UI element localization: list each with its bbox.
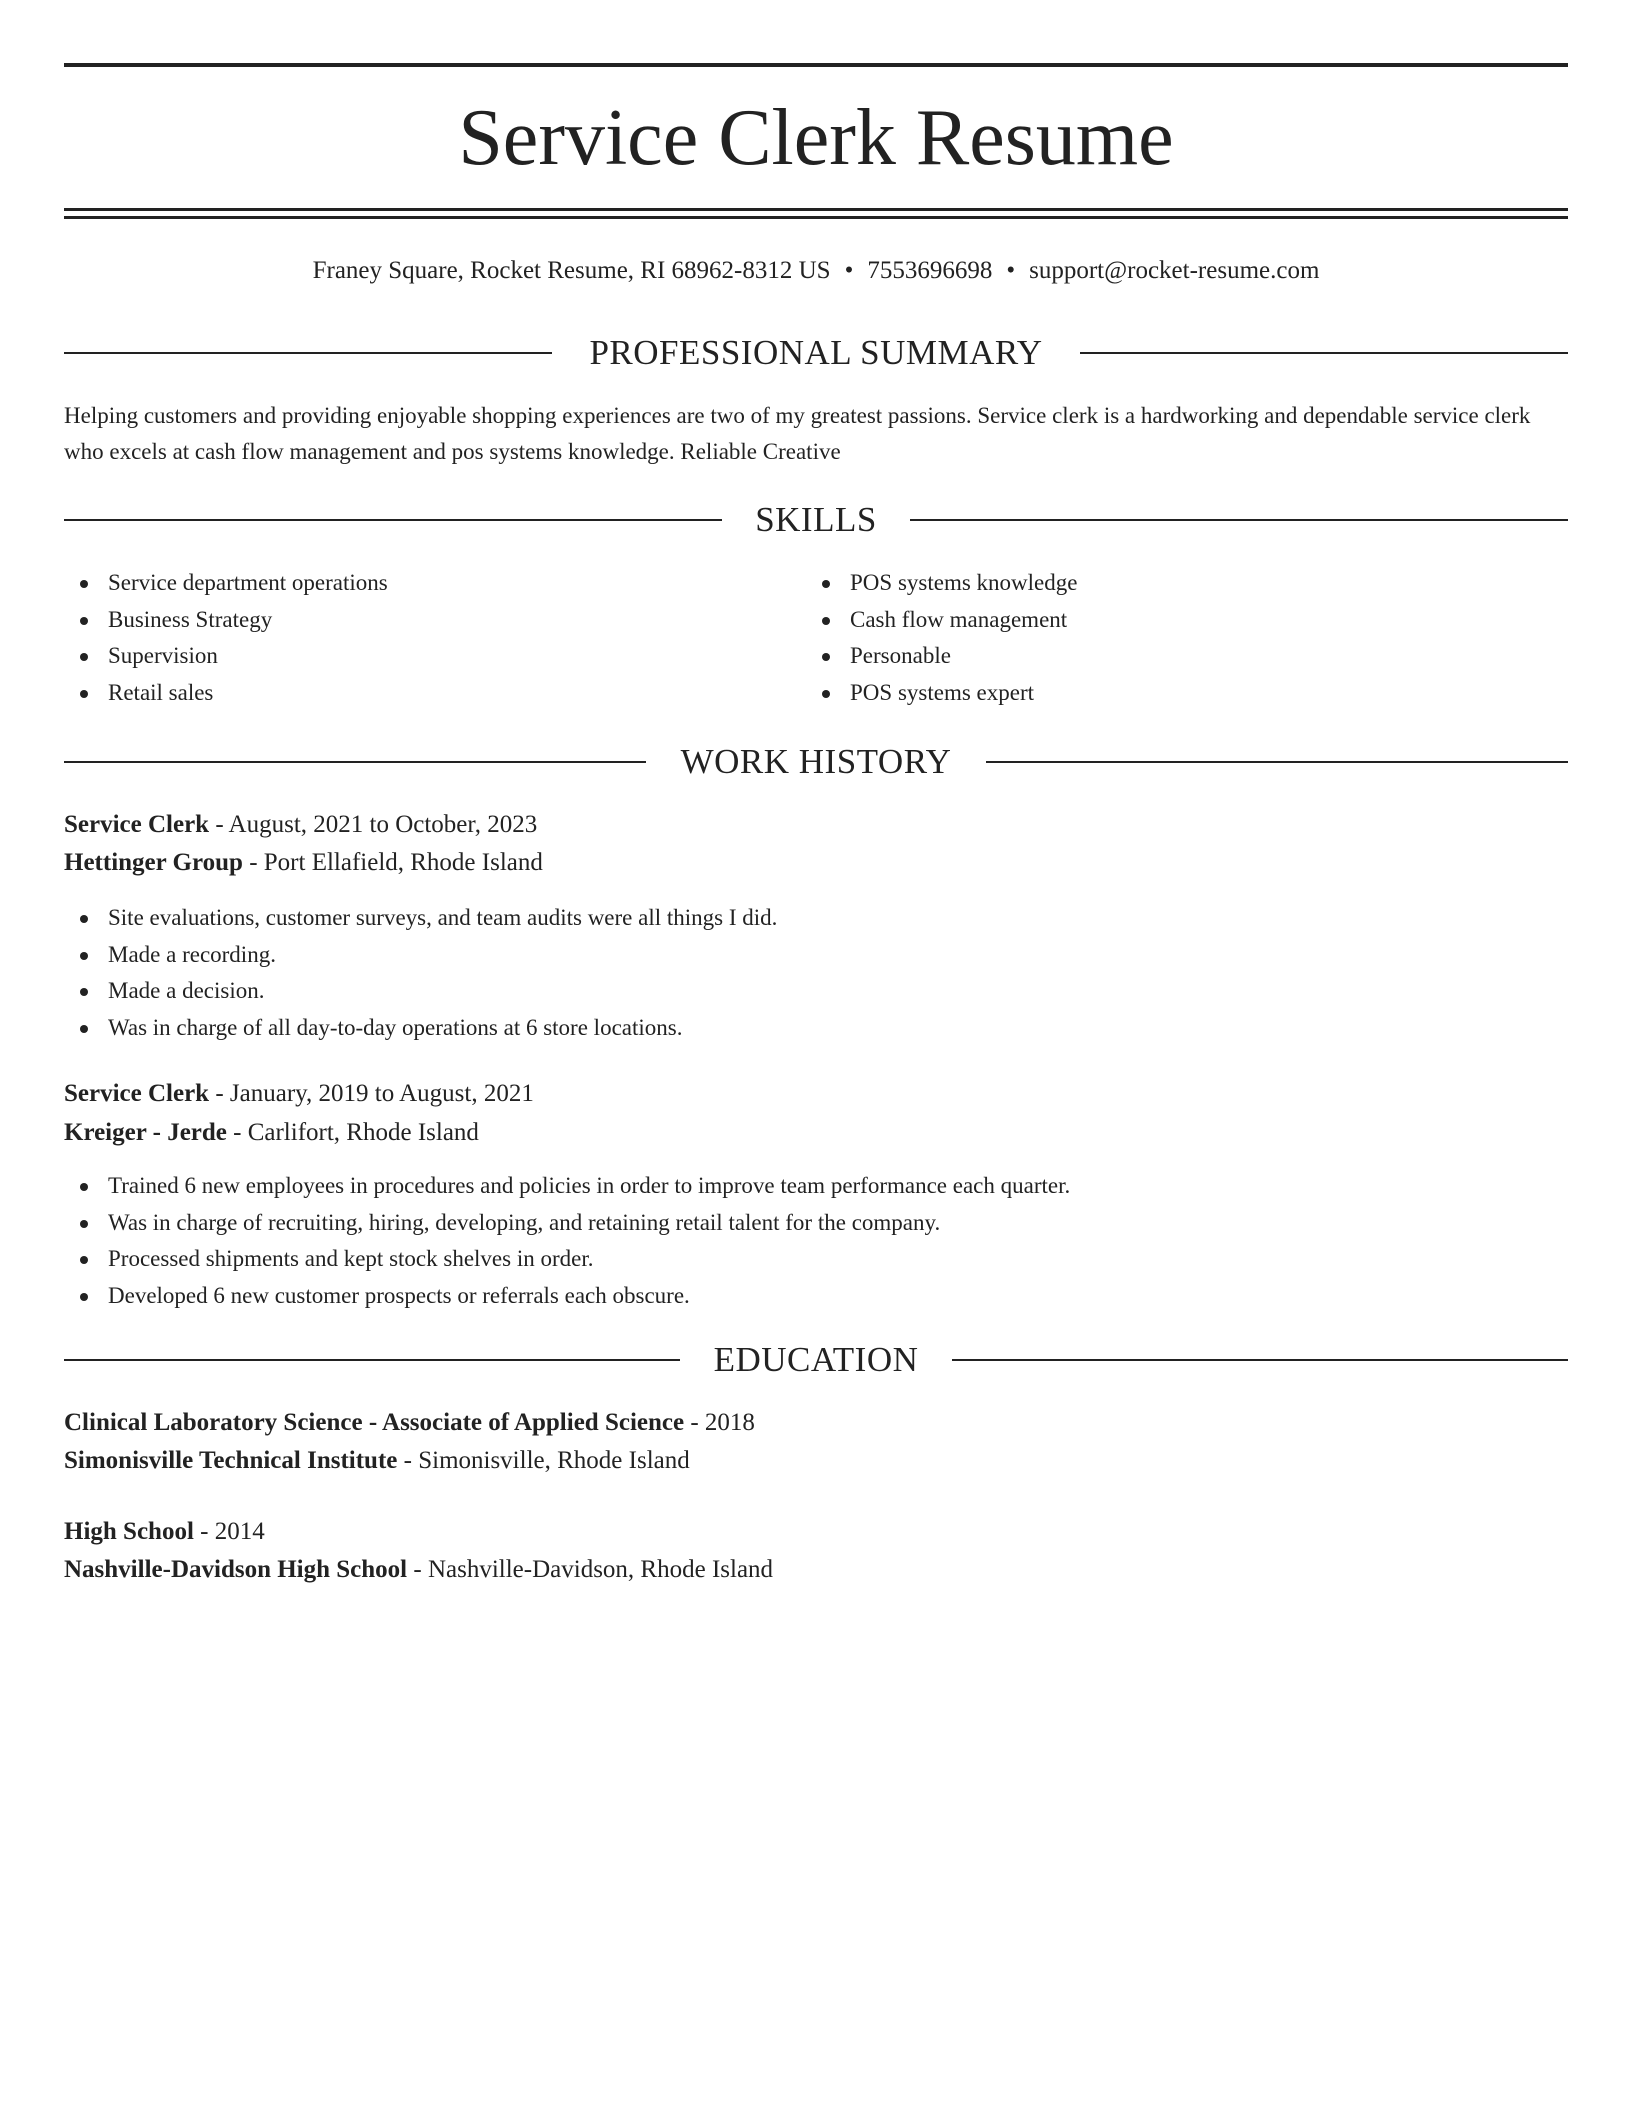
contact-address: Franey Square, Rocket Resume, RI 68962-8312 US <box>312 257 831 284</box>
job-duties-list <box>64 1168 1070 1314</box>
bullet-icon <box>80 988 88 996</box>
school-location: - Simonisville, Rhode Island <box>397 1447 690 1474</box>
summary-text: Helping customers and providing enjoyable shopping experiences are two of my greatest passions. Service clerk is a hardworking and dependable service clerk who excels at cash flow management and pos systems knowledge. Reliable Creative <box>64 403 1531 464</box>
bullet-icon <box>80 1025 88 1033</box>
degree-line <box>64 1513 265 1551</box>
job-title-line <box>64 1075 534 1113</box>
job-duties-list <box>64 900 777 1046</box>
job-company: Hettinger Group <box>64 849 243 876</box>
section-header-education <box>64 1338 1568 1382</box>
school-line <box>64 1442 690 1480</box>
bullet-icon <box>80 915 88 923</box>
contact-line <box>64 254 1568 288</box>
header-bottom-rule-2 <box>64 216 1568 219</box>
skills-list-left <box>64 565 388 711</box>
school: Simonisville Technical Institute <box>64 1447 398 1474</box>
bullet-icon <box>80 653 88 661</box>
job-dates: - January, 2019 to August, 2021 <box>209 1080 534 1107</box>
skill-item: Business Strategy <box>64 602 388 639</box>
job-dates: - August, 2021 to October, 2023 <box>209 811 538 838</box>
skill-item: Service department operations <box>64 565 388 602</box>
bullet-icon <box>80 952 88 960</box>
bullet-icon <box>80 1220 88 1228</box>
header-top-rule <box>64 63 1568 67</box>
bullet-icon <box>822 617 830 625</box>
resume-title: Service Clerk Resume <box>458 94 1174 182</box>
skill-item: Retail sales <box>64 675 388 712</box>
contact-separator: • <box>844 257 854 284</box>
header-bottom-rule <box>64 208 1568 211</box>
skill-item: POS systems expert <box>806 675 1077 712</box>
job-duty: Was in charge of all day-to-day operations at 6 store locations. <box>64 1010 777 1047</box>
section-header-skills <box>64 498 1568 542</box>
degree: High School <box>64 1518 194 1545</box>
job-duty: Made a decision. <box>64 973 777 1010</box>
bullet-icon <box>822 580 830 588</box>
section-title-work: WORK HISTORY <box>680 742 952 781</box>
skill-item: POS systems knowledge <box>806 565 1077 602</box>
skills-list-right <box>806 565 1077 711</box>
school-line <box>64 1551 773 1589</box>
job-company: Kreiger - Jerde <box>64 1119 227 1146</box>
skill-item: Supervision <box>64 638 388 675</box>
job-duty: Was in charge of recruiting, hiring, developing, and retaining retail talent for the company. <box>64 1205 1070 1242</box>
section-header-work <box>64 740 1568 784</box>
job-title: Service Clerk <box>64 1080 210 1107</box>
degree-line <box>64 1404 755 1442</box>
degree-year: - 2014 <box>193 1518 265 1545</box>
school: Nashville-Davidson High School <box>64 1556 408 1583</box>
job-duty: Trained 6 new employees in procedures and policies in order to improve team performance each quarter. <box>64 1168 1070 1205</box>
contact-separator: • <box>1006 257 1016 284</box>
job-duty: Made a recording. <box>64 937 777 974</box>
degree: Clinical Laboratory Science - Associate of Applied Science <box>64 1409 685 1436</box>
section-header-summary <box>64 331 1568 375</box>
bullet-icon <box>822 690 830 698</box>
job-company-line <box>64 1114 479 1152</box>
bullet-icon <box>822 653 830 661</box>
job-location: - Port Ellafield, Rhode Island <box>242 849 543 876</box>
school-location: - Nashville-Davidson, Rhode Island <box>407 1556 774 1583</box>
job-title: Service Clerk <box>64 811 210 838</box>
job-location: - Carlifort, Rhode Island <box>226 1119 479 1146</box>
bullet-icon <box>80 1183 88 1191</box>
degree-year: - 2018 <box>684 1409 755 1436</box>
contact-phone: 7553696698 <box>867 257 993 284</box>
skill-item: Cash flow management <box>806 602 1077 639</box>
section-title-education: EDUCATION <box>713 1340 919 1379</box>
bullet-icon <box>80 1256 88 1264</box>
bullet-icon <box>80 617 88 625</box>
job-duty: Processed shipments and kept stock shelves in order. <box>64 1241 1070 1278</box>
bullet-icon <box>80 1293 88 1301</box>
bullet-icon <box>80 580 88 588</box>
skill-item: Personable <box>806 638 1077 675</box>
section-title-summary: PROFESSIONAL SUMMARY <box>589 333 1043 372</box>
job-duty: Site evaluations, customer surveys, and team audits were all things I did. <box>64 900 777 937</box>
job-company-line <box>64 844 543 882</box>
job-title-line <box>64 806 537 844</box>
contact-email: support@rocket-resume.com <box>1029 257 1320 284</box>
bullet-icon <box>80 690 88 698</box>
job-duty: Developed 6 new customer prospects or referrals each obscure. <box>64 1278 1070 1315</box>
section-title-skills: SKILLS <box>755 500 877 539</box>
